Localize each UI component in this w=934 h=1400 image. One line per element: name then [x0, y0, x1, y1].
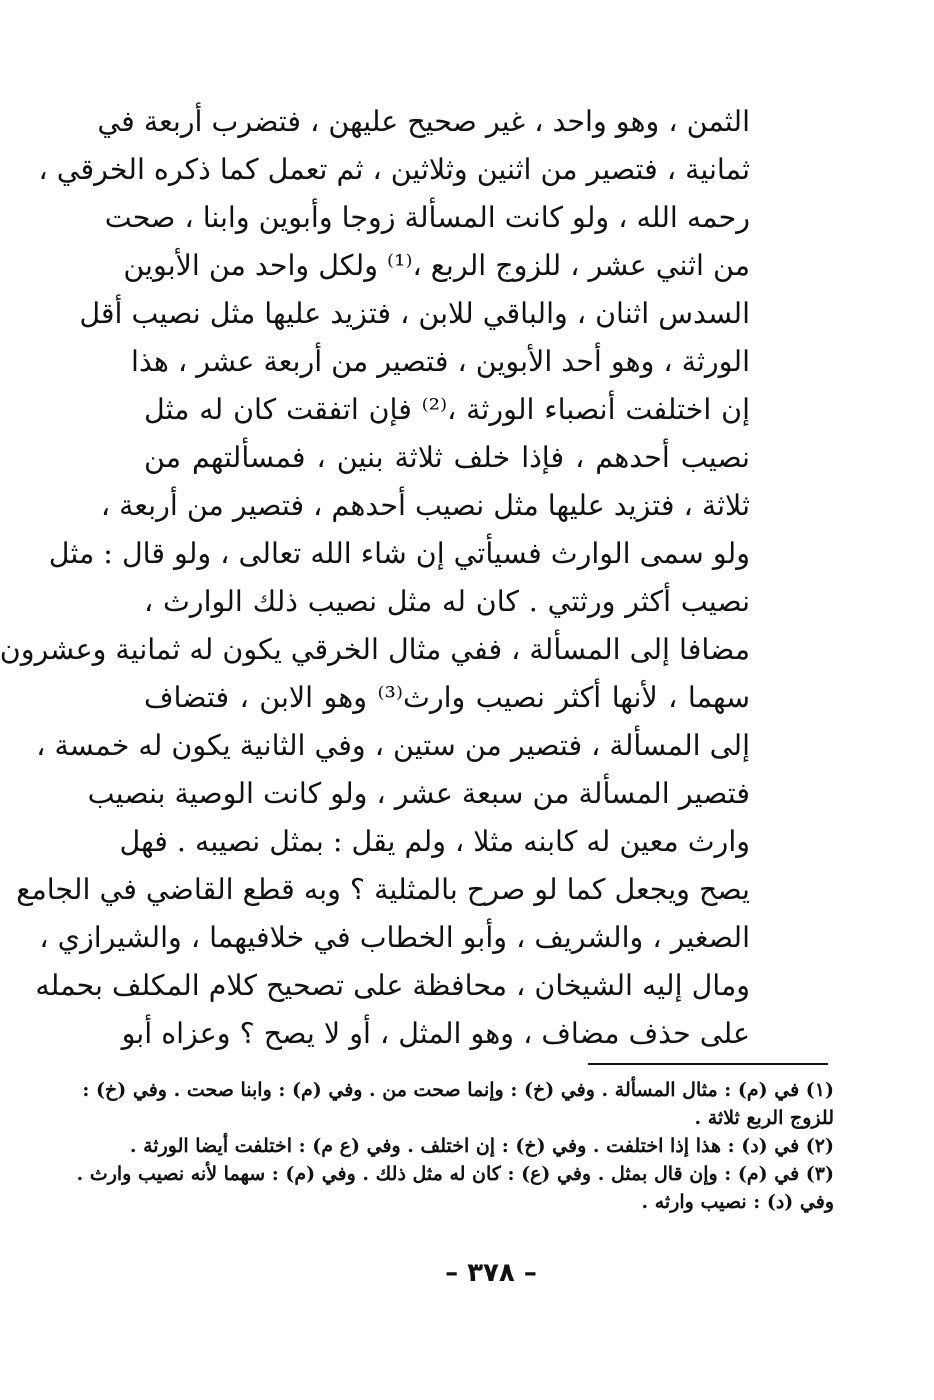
- text-line: يصح ويجعل كما لو صرح بالمثلية ؟ وبه قطع القاضي في الجامع: [16, 873, 750, 906]
- footnotes-block: [76, 1076, 834, 1216]
- text-line: فتصير المسألة من سبعة عشر ، ولو كانت الوصية بنصيب: [87, 777, 750, 810]
- text-line: السدس اثنان ، والباقي للابن ، فتزيد عليها مثل نصيب أقل: [79, 297, 750, 330]
- text-line: سهما ، لأنها أكثر نصيب وارث⁽³⁾ وهو الابن ، فتضاف: [144, 681, 751, 714]
- footnote-line: (١) في (م) : مثال المسألة . وفي (خ) : وإنما صحت من . وفي (م) : وابنا صحت . وفي (خ) :: [82, 1079, 834, 1101]
- text-line: مضافا إلى المسألة ، ففي مثال الخرقي يكون له ثمانية وعشرون: [0, 633, 750, 666]
- text-line: ولو سمى الوارث فسيأتي إن شاء الله تعالى ، ولو قال : مثل: [48, 537, 750, 570]
- footnote-line: للزوج الربع ثلاثة .: [694, 1107, 834, 1129]
- footnote-separator: [588, 1063, 828, 1065]
- text-line: الصغير ، والشريف ، وأبو الخطاب في خلافيهما ، والشيرازي ،: [39, 921, 750, 954]
- text-line: ثلاثة ، فتزيد عليها مثل نصيب أحدهم ، فتصير من أربعة ،: [100, 489, 750, 522]
- footnote-line: وفي (د) : نصيب وارثه .: [641, 1191, 834, 1213]
- text-line: رحمه الله ، ولو كانت المسألة زوجا وأبوين وابنا ، صحت: [104, 201, 750, 234]
- text-line: إن اختلفت أنصباء الورثة ،⁽²⁾ فإن اتفقت كان له مثل: [144, 393, 750, 426]
- text-line: نصيب أحدهم ، فإذا خلف ثلاثة بنين ، فمسألتهم من: [144, 441, 750, 474]
- footnote-line: (٣) في (م) : وإن قال بمثل . وفي (ع) : كان له مثل ذلك . وفي (م) : سهما لأنه نصيب وارث .: [76, 1163, 834, 1185]
- text-line: ثمانية ، فتصير من اثنين وثلاثين ، ثم تعمل كما ذكره الخرقي ،: [38, 153, 750, 186]
- text-line: إلى المسألة ، فتصير من ستين ، وفي الثانية يكون له خمسة ،: [36, 729, 750, 762]
- footnote-line: (٢) في (د) : هذا إذا اختلفت . وفي (خ) : إن اختلف . وفي (ع م) : اختلفت أيضا الورثة .: [129, 1135, 834, 1157]
- text-line: وارث معين له كابنه مثلا ، ولم يقل : بمثل نصيبه . فهل: [119, 825, 750, 858]
- main-text-block: [0, 98, 751, 1058]
- text-line: على حذف مضاف ، وهو المثل ، أو لا يصح ؟ وعزاه أبو: [121, 1017, 750, 1050]
- text-line: الثمن ، وهو واحد ، غير صحيح عليهن ، فتضرب أربعة في: [97, 105, 750, 138]
- page-number: – ٣٧٨ –: [445, 1258, 537, 1288]
- text-line: الورثة ، وهو أحد الأبوين ، فتصير من أربعة عشر ، هذا: [131, 345, 750, 378]
- text-line: نصيب أكثر ورثتي . كان له مثل نصيب ذلك الوارث ،: [144, 585, 750, 618]
- text-line: ومال إليه الشيخان ، محافظة على تصحيح كلام المكلف بحمله: [35, 969, 750, 1002]
- text-line: من اثني عشر ، للزوج الربع ،⁽¹⁾ ولكل واحد من الأبوين: [123, 249, 750, 282]
